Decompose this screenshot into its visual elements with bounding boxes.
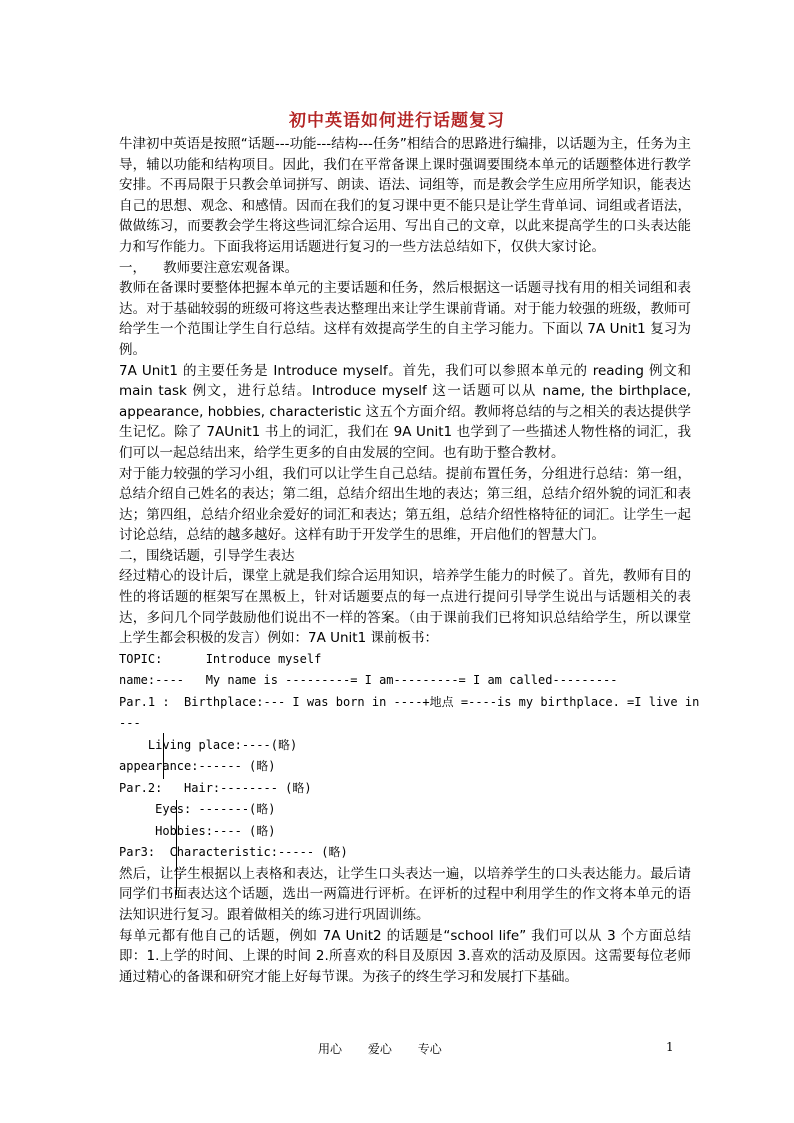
outline-bracket xyxy=(176,800,177,895)
paragraph: 教师在备课时要整体把握本单元的主要话题和任务，然后根据这一话题寻找有用的相关词组和表达。对于基础较弱的班级可将这些表达整理出来让学生课前背诵。对于能力较强的班级，教师可给学生一个范围让学生自行总结。这样有效提高学生的自主学习能力。下面以 7A Unit1 复习为例。 xyxy=(119,280,691,358)
section-heading: 一， 教师要注意宏观备课。 xyxy=(119,259,299,276)
board-line: appearance:------ (略) xyxy=(119,759,276,774)
board-line: Par.2: Hair:-------- (略) xyxy=(119,780,312,795)
paragraph: 对于能力较强的学习小组，我们可以让学生自己总结。提前布置任务，分组进行总结：第一组，总结介绍自己姓名的表达；第二组，总结介绍出生地的表达；第三组，总结介绍外貌的词汇和表达；第四组，总结介绍业余爱好的词汇和表达；第五组，总结介绍性格特征的词汇。让学生一起讨论总结，总结的越多越好。这样有助于开发学生的思维，开启他们的智慧大门。 xyxy=(119,465,691,544)
paragraph: 7A Unit1 的主要任务是 Introduce myself。首先，我们可以参照本单元的 reading 例文和 main task 例文，进行总结。Introduce myself 这一话题可以从 name, the birthplace, appearance, hobbies, characteristic 这五个方面介绍。教师将总结的与之相关的表达提供学生记忆。除了 7AUnit1 书上的词汇，我们在 9A Unit1 也学到了一些描述人物性格的词汇，我们可以一起总结出来，给学生更多的自由发展的空间。也有助于整合教材。 xyxy=(119,362,691,461)
board-line: name:---- My name is ---------= I am---------= I am called--------- xyxy=(119,673,618,688)
paragraph: 牛津初中英语是按照“话题---功能---结构---任务”相结合的思路进行编排，以话题为主，任务为主导，辅以功能和结构项目。因此，我们在平常备课上课时强调要围绕本单元的话题整体进行教学安排。不再局限于只教会单词拼写、朗读、语法、词组等，而是教会学生应用所学知识，能表达自己的思想、观念、和感情。因而在我们的复习课中更不能只是让学生背单词、词组或者语法，做做练习，而要教会学生将这些词汇综合运用、写出自己的文章，以此来提高学生的口头表达能力和写作能力。下面我将运用话题进行复习的一些方法总结如下，仅供大家讨论。 xyxy=(119,136,691,255)
footer-motto-word: 爱心 xyxy=(367,1042,392,1056)
board-line: Eyes: -------(略) xyxy=(119,802,276,817)
paragraph: 每单元都有他自己的话题，例如 7A Unit2 的话题是“school life” 我们可以从 3 个方面总结即：1.上学的时间、上课的时间 2.所喜欢的科目及原因 3.喜欢的活动及原因。这需要每位老师通过精心的备课和研究才能上好每节课。为孩子的终生学习和发展打下基础。 xyxy=(119,927,691,985)
board-line: Hobbies:---- (略) xyxy=(119,823,276,838)
document-title: 初中英语如何进行话题复习 xyxy=(289,111,505,131)
board-line: TOPIC: Introduce myself xyxy=(119,651,322,666)
outline-bracket xyxy=(163,733,164,779)
footer-motto-word: 用心 xyxy=(318,1042,343,1056)
footer-motto-word: 专心 xyxy=(417,1042,442,1056)
board-line: Par.1 : Birthplace:--- I was born in ----+地点 =----is my birthplace. =I live in xyxy=(119,694,700,709)
paragraph: 经过精心的设计后，课堂上就是我们综合运用知识，培养学生能力的时候了。首先，教师有目的性的将话题的框架写在黑板上，针对话题要点的每一点进行提问引导学生说出与话题相关的表达，多问几个同学鼓励他们说出不一样的答案。（由于课前我们已将知识总结给学生，所以课堂上学生都会积极的发言）例如：7A Unit1 课前板书： xyxy=(119,568,691,647)
paragraph: 然后，让学生根据以上表格和表达，让学生口头表达一遍，以培养学生的口头表达能力。最后请同学们书面表达这个话题，选出一两篇进行评析。在评析的过程中利用学生的作文将本单元的语法知识进行复习。跟着做相关的练习进行巩固训练。 xyxy=(119,865,691,924)
board-line: --- xyxy=(119,716,141,731)
document-body xyxy=(119,134,700,987)
blackboard-outline xyxy=(119,649,700,864)
page-number: 1 xyxy=(666,1040,674,1054)
board-line: Par3: Characteristic:----- (略) xyxy=(119,845,348,860)
section-heading: 二，围绕话题，引导学生表达 xyxy=(119,547,295,564)
board-line: Living place:----(略) xyxy=(119,737,298,752)
footer-motto xyxy=(318,1040,464,1057)
